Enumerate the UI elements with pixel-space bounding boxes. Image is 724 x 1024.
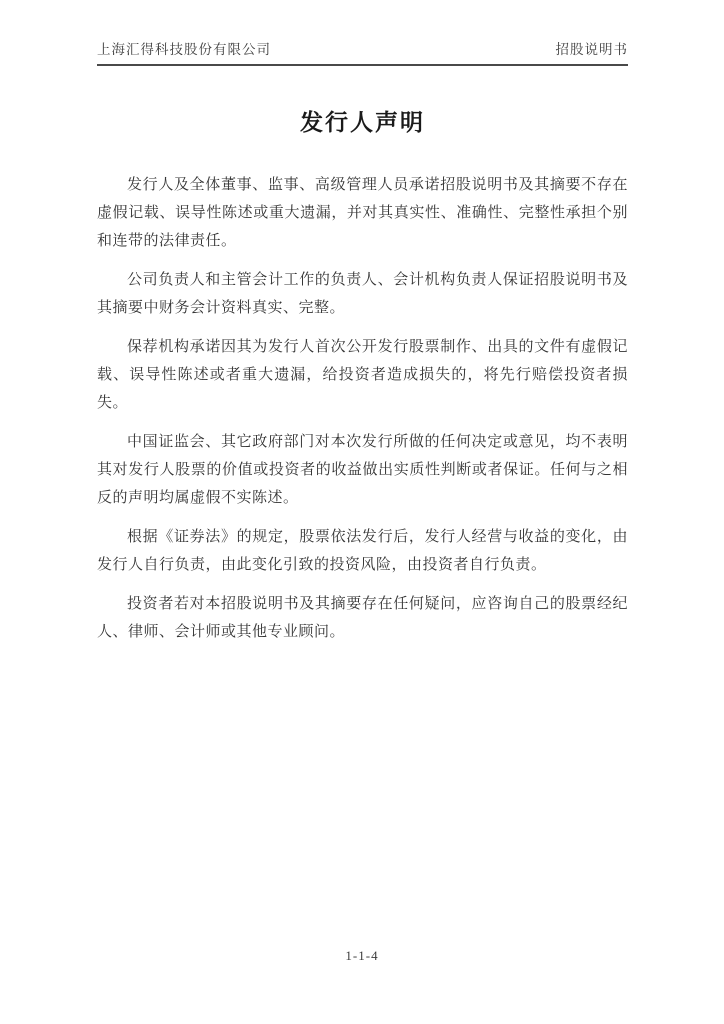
declaration-paragraph-6: 投资者若对本招股说明书及其摘要存在任何疑问，应咨询自己的股票经纪人、律师、会计师或其他专业顾问。 (97, 596, 628, 640)
page-title: 发行人声明 (300, 109, 425, 135)
declaration-paragraph-4: 中国证监会、其它政府部门对本次发行所做的任何决定或意见，均不表明其对发行人股票的价值或投资者的收益做出实质性判断或者保证。任何与之相反的声明均属虚假不实陈述。 (97, 434, 628, 506)
declaration-paragraph-5: 根据《证券法》的规定，股票依法发行后，发行人经营与收益的变化，由发行人自行负责，由此变化引致的投资风险，由投资者自行负责。 (97, 529, 628, 573)
header-doc-type: 招股说明书 (555, 42, 628, 57)
declaration-paragraph-2: 公司负责人和主管会计工作的负责人、会计机构负责人保证招股说明书及其摘要中财务会计资料真实、完整。 (97, 272, 628, 316)
page-number: 1-1-4 (345, 948, 379, 963)
header-company-name: 上海汇得科技股份有限公司 (97, 42, 271, 57)
declaration-paragraph-3: 保荐机构承诺因其为发行人首次公开发行股票制作、出具的文件有虚假记载、误导性陈述或者重大遗漏，给投资者造成损失的，将先行赔偿投资者损失。 (97, 339, 628, 411)
page-header (97, 38, 628, 66)
declaration-paragraph-1: 发行人及全体董事、监事、高级管理人员承诺招股说明书及其摘要不存在虚假记载、误导性陈述或重大遗漏，并对其真实性、准确性、完整性承担个别和连带的法律责任。 (97, 177, 628, 249)
declaration-body (97, 171, 628, 646)
